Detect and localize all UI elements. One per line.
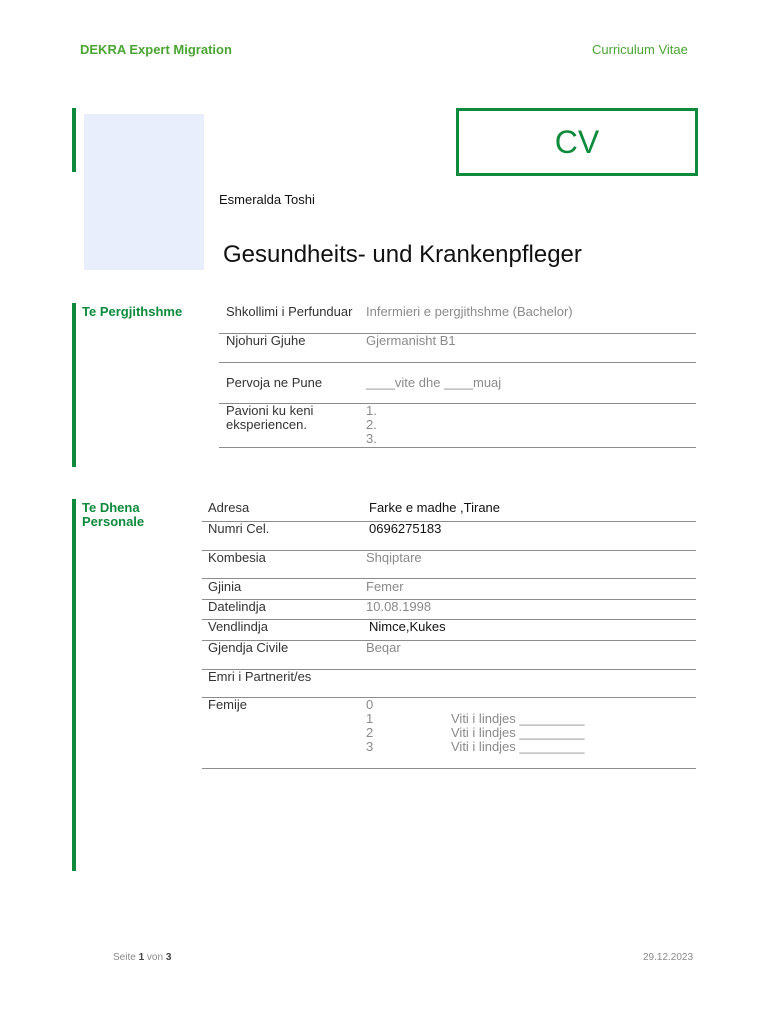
dob-value: 10.08.1998	[366, 599, 432, 614]
address-value: Farke e madhe ,Tirane	[369, 500, 501, 515]
section-title-personal-line2: Personale	[82, 514, 145, 529]
education-value: Infermieri e pergjithshme (Bachelor)	[366, 304, 573, 319]
children-label: Femije	[208, 697, 248, 712]
phone-label: Numri Cel.	[208, 521, 270, 536]
ward-item: 1.	[366, 403, 377, 418]
gender-label: Gjinia	[208, 579, 242, 594]
divider	[202, 550, 696, 551]
divider	[202, 578, 696, 579]
partner-label: Emri i Partnerit/es	[208, 669, 312, 684]
photo-placeholder	[84, 114, 204, 270]
birthplace-label: Vendlindja	[208, 619, 268, 634]
section-bar-general	[72, 303, 76, 467]
ward-item: 3.	[366, 431, 377, 446]
cv-label: CV	[554, 123, 600, 160]
phone-value: 0696275183	[369, 521, 442, 536]
child-number: 2	[366, 725, 374, 740]
divider	[202, 599, 696, 600]
applicant-name: Esmeralda Toshi	[219, 192, 315, 207]
section-title-general: Te Pergjithshme	[82, 304, 183, 319]
footer-date: 29.12.2023	[643, 952, 694, 963]
section-bar-personal	[72, 499, 76, 871]
experience-value: ____vite dhe ____muaj	[366, 375, 502, 390]
child-birth-year: Viti i lindjes _________	[451, 739, 585, 754]
ward-label-line1: Pavioni ku keni	[226, 403, 314, 418]
company-name: DEKRA Expert Migration	[80, 42, 232, 57]
child-birth-year: Viti i lindjes _________	[451, 711, 585, 726]
divider	[202, 768, 696, 769]
page-prefix: Seite	[113, 952, 136, 963]
child-birth-year: Viti i lindjes _________	[451, 725, 585, 740]
section-title-personal-line1: Te Dhena	[82, 500, 140, 515]
ward-item: 2.	[366, 417, 377, 432]
cv-badge	[456, 108, 698, 176]
divider	[219, 362, 696, 363]
nationality-value: Shqiptare	[366, 550, 422, 565]
education-label: Shkollimi i Perfunduar	[226, 304, 353, 319]
divider	[202, 619, 696, 620]
divider	[202, 697, 696, 698]
ward-label-line2: eksperiencen.	[226, 417, 307, 432]
page-number	[113, 952, 171, 963]
nationality-label: Kombesia	[208, 550, 266, 565]
civil-status-label: Gjendja Civile	[208, 640, 289, 655]
divider	[219, 447, 696, 448]
child-number: 3	[366, 739, 374, 754]
section-bar-top	[72, 108, 76, 172]
dob-label: Datelindja	[208, 599, 266, 614]
experience-label: Pervoja ne Pune	[226, 375, 323, 390]
languages-value: Gjermanisht B1	[366, 333, 456, 348]
divider	[202, 521, 696, 522]
gender-value: Femer	[366, 579, 404, 594]
profession-title: Gesundheits- und Krankenpfleger	[223, 241, 582, 268]
document-type: Curriculum Vitae	[592, 42, 688, 57]
birthplace-value: Nimce,Kukes	[369, 619, 446, 634]
address-label: Adresa	[208, 500, 250, 515]
page-separator: von	[146, 952, 164, 963]
civil-status-value: Beqar	[366, 640, 401, 655]
languages-label: Njohuri Gjuhe	[226, 333, 306, 348]
children-count: 0	[366, 697, 374, 712]
page-current: 1	[138, 952, 145, 963]
page-total: 3	[165, 952, 172, 963]
child-number: 1	[366, 711, 374, 726]
